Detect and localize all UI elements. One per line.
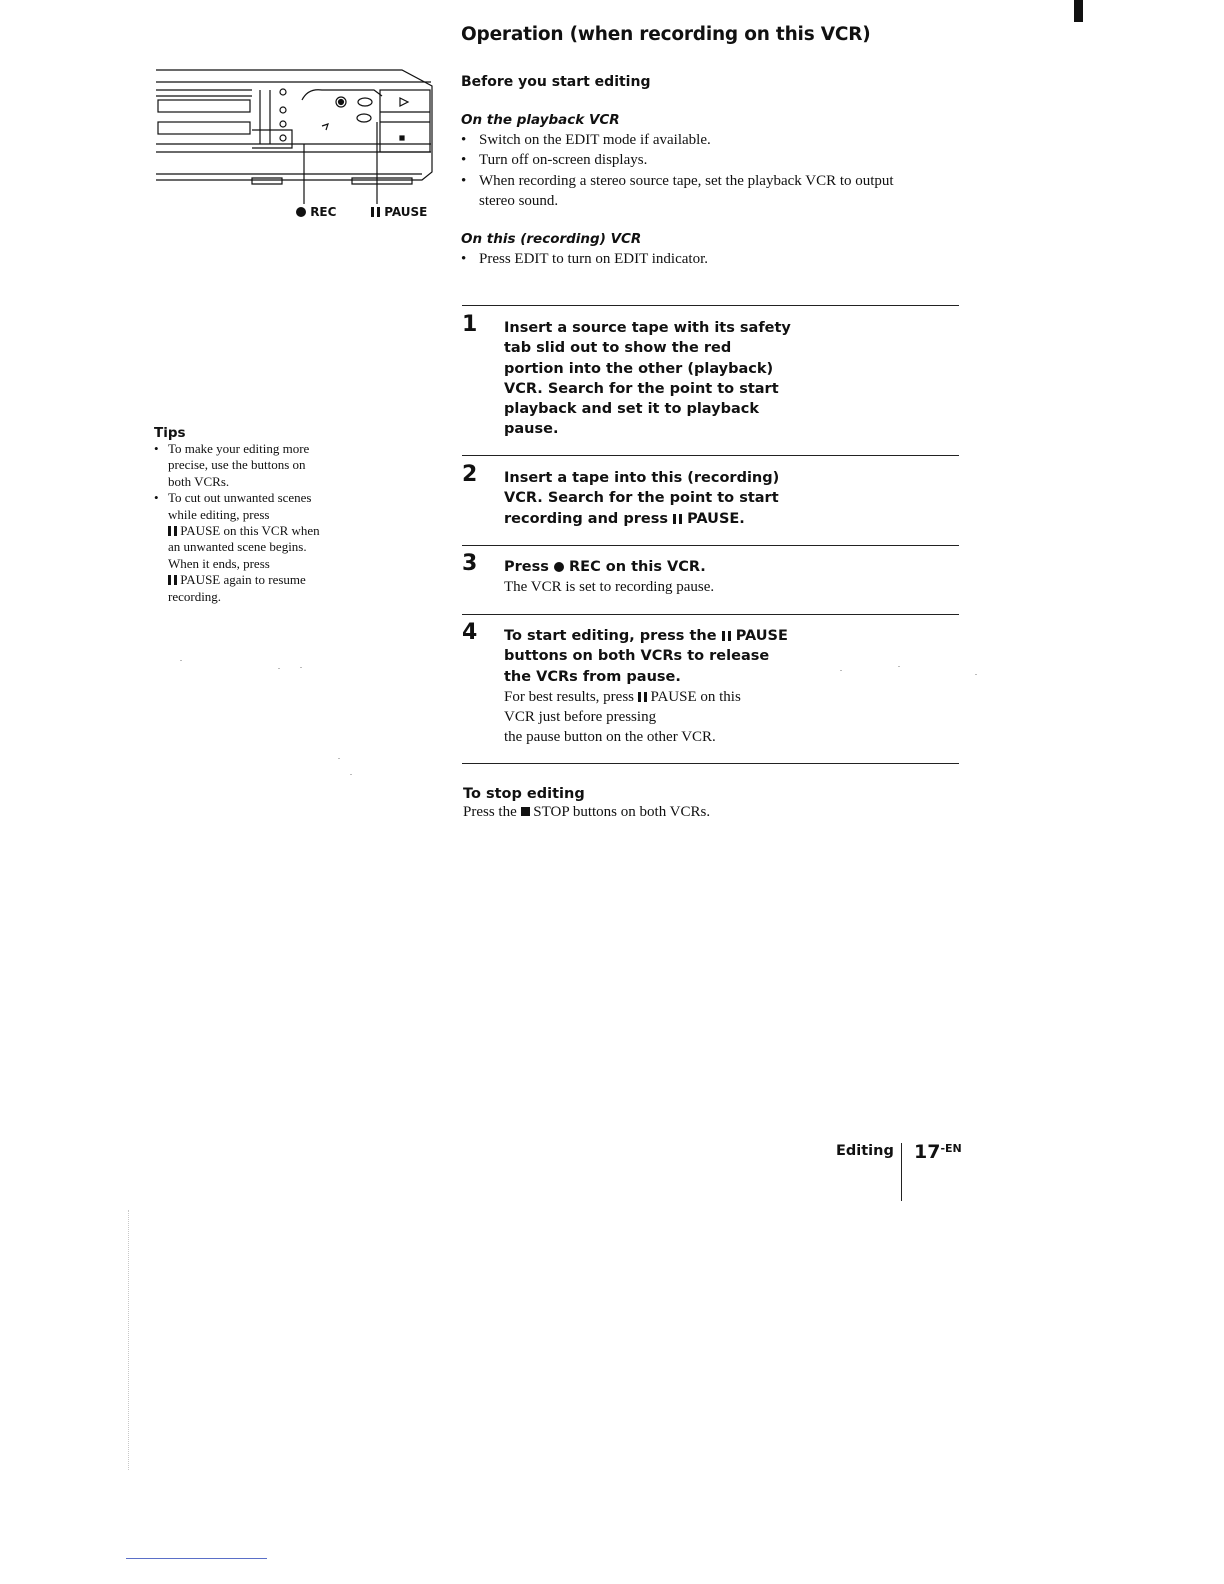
page-number-suffix: -EN: [940, 1142, 962, 1155]
recording-list: [461, 249, 961, 269]
tip-line: an unwanted scene begins.: [168, 539, 307, 555]
step-text: PAUSE: [735, 628, 788, 644]
step-text: For best results, press: [504, 688, 634, 705]
stop-body: [463, 804, 710, 821]
step-2: [504, 468, 804, 529]
step-line: Insert a tape into this (recording): [504, 470, 780, 486]
record-dot-icon: [554, 562, 564, 572]
tip-text: PAUSE on this VCR when: [180, 523, 320, 539]
step-4: [504, 626, 804, 748]
page-title: Operation (when recording on this VCR): [461, 24, 871, 45]
step-line: [504, 557, 804, 577]
step-line: the VCRs from pause.: [504, 668, 681, 685]
scan-speck: [180, 660, 182, 661]
step-line: [504, 509, 804, 529]
tips-block: [154, 441, 344, 605]
step-line: tab slid out to show the red: [504, 340, 732, 357]
gutter-marks: [128, 1210, 130, 1470]
record-dot-icon: [296, 207, 306, 217]
tip-item: [154, 441, 344, 490]
footer-divider: [901, 1143, 902, 1201]
step-line: buttons on both VCRs to release: [504, 648, 770, 665]
pause-icon: [673, 514, 682, 524]
list-item: • Press EDIT to turn on EDIT indicator.: [461, 249, 961, 269]
step-text: To start editing, press the: [504, 628, 717, 644]
tip-line: both VCRs.: [168, 473, 230, 489]
step-2-instruction: [504, 468, 804, 529]
step-number-3: 3: [462, 551, 478, 576]
recording-heading: On this (recording) VCR: [461, 231, 642, 247]
step-line: The VCR is set to recording pause.: [504, 579, 715, 596]
step-3: [504, 557, 804, 598]
tip-line: • To make your editing more: [168, 441, 310, 456]
pause-icon: [722, 631, 731, 641]
before-heading: Before you start editing: [461, 74, 651, 90]
step-line: Insert a source tape with its safety: [504, 320, 791, 336]
step-text: REC on this VCR.: [569, 559, 706, 575]
step-divider: [462, 305, 959, 306]
step-line: VCR just before pressing: [504, 709, 657, 726]
page-number: [914, 1141, 962, 1163]
step-divider: [462, 763, 959, 764]
step-line: playback and set it to playback: [504, 401, 760, 418]
step-line: portion into the other (playback): [504, 360, 774, 377]
stop-square-icon: [521, 807, 530, 816]
list-item-text: When recording a stereo source tape, set the playback VCR to output: [479, 172, 894, 189]
step-number-1: 1: [462, 312, 478, 337]
scan-speck: [350, 774, 352, 775]
step-number-2: 2: [462, 462, 478, 487]
scan-speck: [300, 667, 302, 668]
step-line: VCR. Search for the point to start: [504, 380, 779, 397]
scan-speck: [338, 758, 340, 759]
scan-speck: [840, 670, 842, 671]
page-number-value: 17: [914, 1141, 941, 1163]
pause-label: PAUSE: [384, 205, 428, 219]
vcr-illustration: [152, 60, 442, 220]
step-3-detail: [504, 577, 804, 597]
rec-callout: [296, 205, 336, 219]
list-item: [461, 171, 961, 212]
rec-label: REC: [310, 205, 337, 219]
list-item: • Turn off on-screen displays.: [461, 150, 961, 170]
tip-line: [168, 572, 344, 588]
stop-text: STOP buttons on both VCRs.: [533, 804, 711, 820]
list-item: • Switch on the EDIT mode if available.: [461, 130, 961, 150]
step-3-instruction: [504, 557, 804, 577]
pause-icon: [168, 526, 177, 536]
pause-callout: [371, 205, 427, 219]
list-item-text: stereo sound.: [479, 192, 559, 209]
tips-heading: Tips: [154, 425, 186, 441]
tip-line: • To cut out unwanted scenes: [168, 490, 312, 506]
tip-line: recording.: [168, 588, 222, 604]
step-divider: [462, 614, 959, 615]
thumb-index-mark: [1074, 0, 1083, 22]
tip-line: When it ends, press: [168, 555, 270, 571]
step-line: VCR. Search for the point to start: [504, 490, 779, 507]
tip-line: precise, use the buttons on: [168, 457, 306, 473]
pause-icon: [168, 575, 177, 585]
step-text: PAUSE on this: [650, 688, 741, 705]
step-1: [504, 318, 804, 440]
tip-text: PAUSE again to resume: [180, 572, 306, 588]
scan-speck: [278, 668, 280, 669]
scan-speck: [898, 666, 900, 667]
stop-text: Press the: [463, 804, 517, 820]
stop-heading: To stop editing: [463, 786, 585, 802]
playback-heading: On the playback VCR: [461, 112, 620, 128]
step-text: Press: [504, 559, 549, 575]
tip-line: [168, 523, 344, 539]
step-number-4: 4: [462, 620, 478, 645]
step-line: the pause button on the other VCR.: [504, 729, 716, 746]
step-divider: [462, 545, 959, 546]
tip-line: while editing, press: [168, 506, 270, 522]
step-text: recording and press: [504, 510, 668, 527]
tip-item: [154, 490, 344, 605]
step-line: pause.: [504, 421, 559, 438]
scan-speck: [975, 674, 977, 675]
playback-list: [461, 130, 961, 211]
step-1-instruction: [504, 318, 804, 440]
step-4-detail: [504, 687, 804, 748]
step-line: [504, 626, 804, 646]
step-line: [504, 687, 804, 707]
footer-section-label: Editing: [836, 1143, 894, 1159]
step-4-instruction: [504, 626, 804, 687]
step-text: PAUSE.: [687, 510, 745, 527]
vcr-front-panel-drawing: [152, 60, 442, 220]
pause-icon: [638, 692, 647, 702]
bottom-edge-line: [126, 1558, 267, 1559]
pause-icon: [371, 207, 380, 217]
step-divider: [462, 455, 959, 456]
